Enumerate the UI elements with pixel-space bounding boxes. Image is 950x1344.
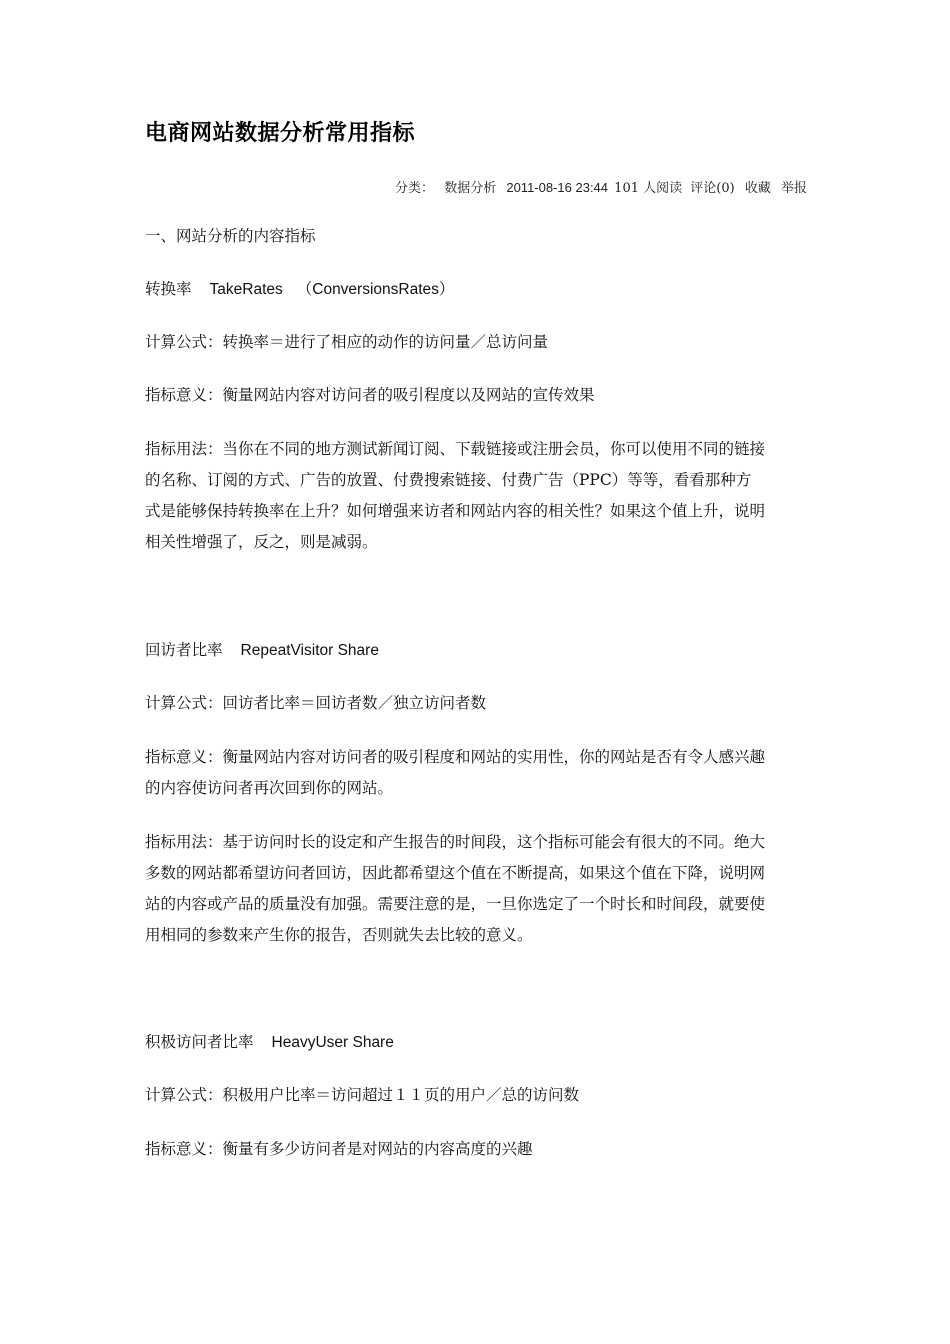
metric-name-cn: 回访者比率 [145, 641, 223, 659]
text-line: 指标意义：衡量网站内容对访问者的吸引程度和网站的实用性，你的网站是否有令人感兴趣 [145, 748, 766, 766]
usage-paragraph [145, 827, 807, 951]
text-line: 多数的网站都希望访问者回访，因此都希望这个值在不断提高，如果这个值在下降，说明网 [145, 864, 766, 882]
text-line: 指标用法：基于访问时长的设定和产生报告的时间段，这个指标可能会有很大的不同。绝大 [145, 833, 766, 851]
metric-heading-repeat-visitor [145, 635, 807, 666]
post-datetime: 2011-08-16 23:44 [506, 180, 609, 195]
section-heading: 一、网站分析的内容指标 [145, 227, 316, 245]
metric-name-alt: （ConversionsRates） [296, 281, 455, 298]
metric-name-cn: 转换率 [145, 280, 192, 298]
metric-heading-conversion [145, 274, 807, 305]
text-line: 指标用法：当你在不同的地方测试新闻订阅、下载链接或注册会员，你可以使用不同的链接 [145, 440, 766, 458]
category-label: 分类： [395, 181, 435, 196]
article-meta [389, 177, 807, 196]
favorite-link[interactable]: 收藏 [744, 181, 771, 196]
comments-link[interactable]: 评论(0) [690, 181, 735, 196]
report-link[interactable]: 举报 [780, 181, 807, 196]
meaning-paragraph [145, 742, 807, 804]
metric-name-en: HeavyUser Share [271, 1034, 394, 1051]
text-line: 式是能够保持转换率在上升？如何增强来访者和网站内容的相关性？如果这个值上升，说明 [145, 502, 766, 520]
category-link[interactable]: 数据分析 [444, 181, 497, 196]
usage-paragraph [145, 434, 807, 558]
read-count: 101 人阅读 [614, 181, 683, 196]
formula-paragraph: 计算公式：积极用户比率＝访问超过１１页的用户／总的访问数 [145, 1086, 580, 1104]
formula-paragraph: 计算公式：回访者比率＝回访者数／独立访问者数 [145, 694, 487, 712]
page-title: 电商网站数据分析常用指标 [145, 121, 416, 146]
metric-heading-heavy-user [145, 1027, 807, 1058]
metric-name-en: TakeRates [209, 281, 283, 298]
formula-paragraph: 计算公式：转换率＝进行了相应的动作的访问量／总访问量 [145, 333, 549, 351]
metric-name-cn: 积极访问者比率 [145, 1033, 254, 1051]
text-line: 用相同的参数来产生你的报告，否则就失去比较的意义。 [145, 926, 533, 944]
text-line: 的名称、订阅的方式、广告的放置、付费搜索链接、付费广告（PPC）等等，看看那种方 [145, 471, 752, 489]
text-line: 站的内容或产品的质量没有加强。需要注意的是，一旦你选定了一个时长和时间段，就要使 [145, 895, 766, 913]
metric-name-en: RepeatVisitor Share [240, 642, 379, 659]
text-line: 的内容使访问者再次回到你的网站。 [145, 779, 394, 797]
text-line: 相关性增强了，反之，则是减弱。 [145, 533, 378, 551]
meaning-paragraph: 指标意义：衡量网站内容对访问者的吸引程度以及网站的宣传效果 [145, 386, 595, 404]
meaning-paragraph: 指标意义：衡量有多少访问者是对网站的内容高度的兴趣 [145, 1140, 533, 1158]
